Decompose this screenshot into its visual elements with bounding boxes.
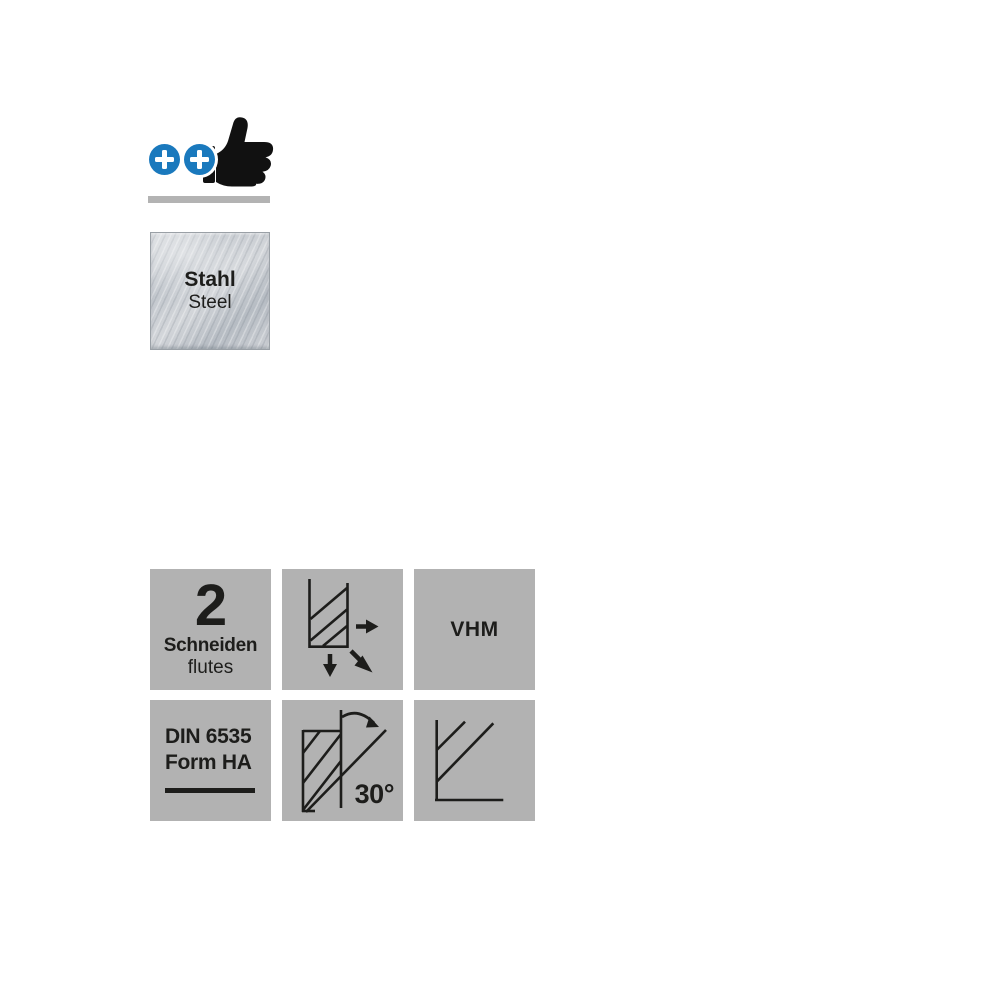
material-subtitle: Steel [188, 292, 232, 314]
spec-cell-vhm [414, 569, 535, 690]
sharp-corner-icon [414, 700, 535, 821]
flutes-count: 2 [194, 573, 227, 638]
shank-form: Form HA [165, 751, 252, 774]
plus-bar [162, 150, 167, 169]
divider-bar [148, 196, 270, 203]
spec-cell-plunge [282, 569, 403, 690]
carbide-label: VHM [450, 617, 499, 641]
spec-cell-flutes [150, 569, 271, 690]
plus-icon [184, 144, 215, 175]
material-steel-tile [150, 232, 270, 350]
plus-icon [149, 144, 180, 175]
shank-norm: DIN 6535 [165, 725, 252, 748]
spec-cell-helix-angle [282, 700, 403, 821]
thumbs-up-icon [202, 112, 282, 190]
spec-cell-din [150, 700, 271, 821]
flutes-label-en: flutes [187, 657, 234, 678]
plus-bar [197, 150, 202, 169]
plunge-direction-icon [282, 569, 403, 690]
flutes-label-de: Schneiden [163, 635, 258, 656]
helix-angle-label: 30° [354, 779, 394, 809]
spec-cell-corner [414, 700, 535, 821]
material-title: Stahl [184, 268, 236, 291]
underline-bar [165, 788, 255, 793]
